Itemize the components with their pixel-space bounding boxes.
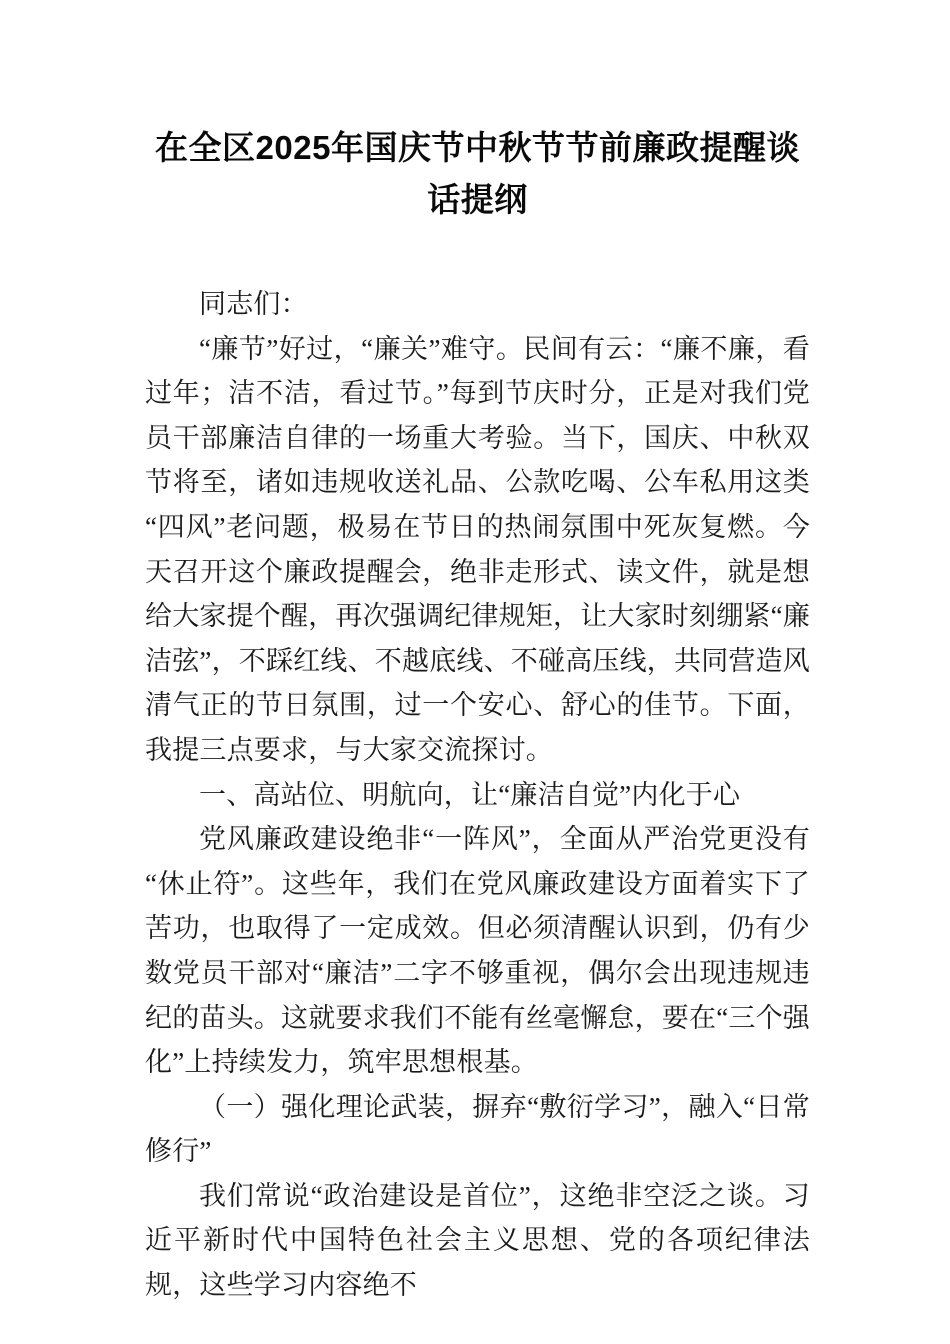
page-title: 在全区2025年国庆节中秋节节前廉政提醒谈话提纲 xyxy=(155,129,800,218)
paragraph-opening: “廉节”好过，“廉关”难守。民间有云：“廉不廉，看过年；洁不洁，看过节。”每到节庆时分，正是对我们党员干部廉洁自律的一场重大考验。当下，国庆、中秋双节将至，诸如违规收送礼品、公款吃喝、公车私用这类“四风”老问题，极易在节日的热闹氛围中死灰复燃。今天召开这个廉政提醒会，绝非走形式、读文件，就是想给大家提个醒，再次强调纪律规矩，让大家时刻绷紧“廉洁弦”，不踩红线、不越底线、不碰高压线，共同营造风清气正的节日氛围，过一个安心、舒心的佳节。下面，我提三点要求，与大家交流探讨。 xyxy=(145,333,810,765)
salutation-paragraph: 同志们： xyxy=(199,289,308,319)
document-content-column xyxy=(145,0,810,1308)
section-heading-one: 一、高站位、明航向，让“廉洁自觉”内化于心 xyxy=(199,779,741,810)
document-body xyxy=(145,226,810,1308)
paragraph-section-one-body: 党风廉政建设绝非“一阵风”，全面从严治党更没有“休止符”。这些年，我们在党风廉政建设方面着实下了苦功，也取得了一定成效。但必须清醒认识到，仍有少数党员干部对“廉洁”二字不够重视，偶尔会出现违规违纪的苗头。这就要求我们不能有丝毫懈怠，要在“三个强化”上持续发力，筑牢思想根基。 xyxy=(145,824,810,1078)
subsection-heading-one-a: （一）强化理论武装，摒弃“敷衍学习”，融入“日常修行” xyxy=(145,1091,810,1167)
paragraph-subsection-one-a-body: 我们常说“政治建设是首位”，这绝非空泛之谈。习近平新时代中国特色社会主义思想、党的各项纪律法规，这些学习内容绝不 xyxy=(145,1180,810,1301)
